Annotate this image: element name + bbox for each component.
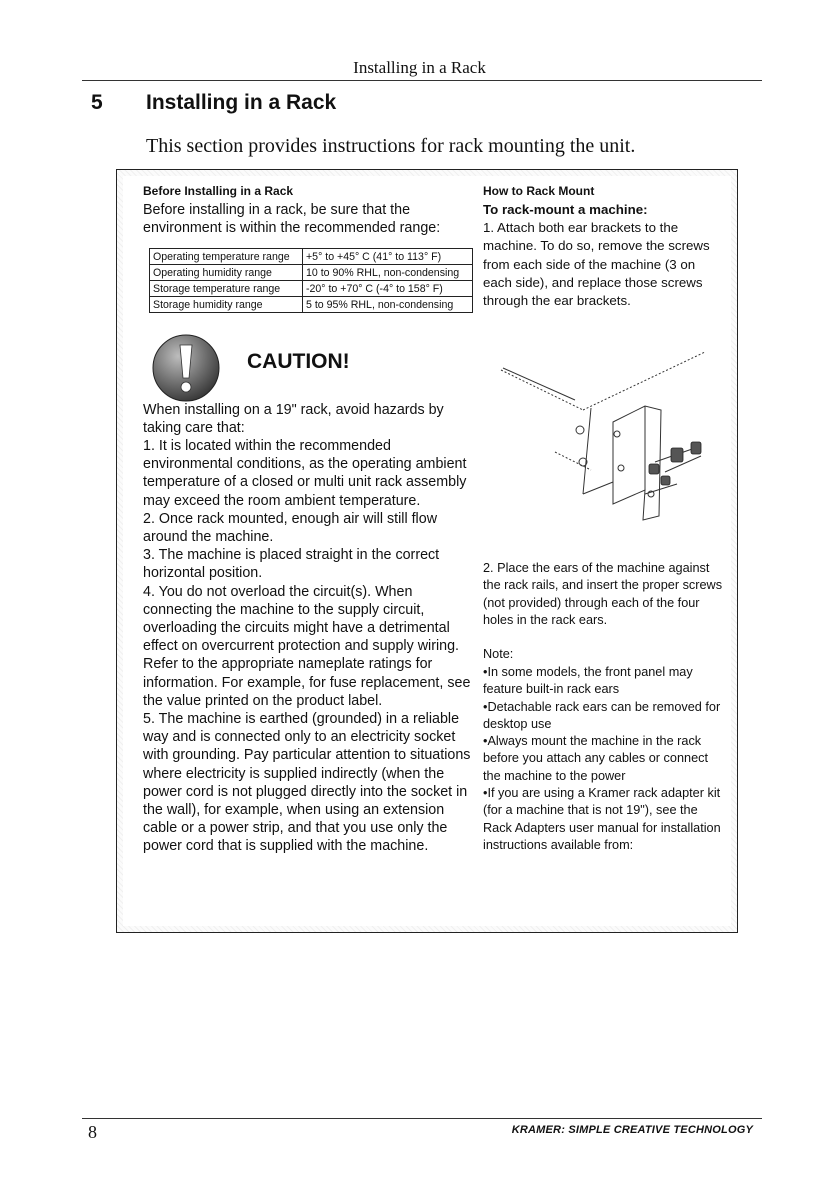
table-row xyxy=(150,281,473,297)
table-cell-label: Operating humidity range xyxy=(150,265,303,281)
before-installing-lead: Before installing in a rack, be sure that the environment is within the recommended range: xyxy=(143,202,441,237)
caution-item: 4. You do not overload the circuit(s). When connecting the machine to the supply circuit, overloading the circuits might have a detrimental effect on overcurrent protection and supply wiring. Refer to the appropriate nameplate ratings for information. For example, for fuse replacement, see the value printed on the product label. xyxy=(143,583,471,709)
table-cell-label: Storage humidity range xyxy=(150,297,303,313)
notes-list xyxy=(483,664,723,854)
caution-list xyxy=(143,437,473,856)
rack-mount-step-2: 2. Place the ears of the machine against the rack rails, and insert the proper screws (not provided) through each of the four holes in the rack ears. xyxy=(483,561,723,627)
section-number: 5 xyxy=(91,91,103,114)
table-cell-value: 5 to 95% RHL, non-condensing xyxy=(303,297,473,313)
caution-item: 2. Once rack mounted, enough air will still flow around the machine. xyxy=(143,510,438,546)
caution-intro: When installing on a 19" rack, avoid hazards by taking care that: xyxy=(143,402,444,437)
table-cell-label: Operating temperature range xyxy=(150,249,303,265)
table-row xyxy=(150,249,473,265)
list-item: • Always mount the machine in the rack before you attach any cables or connect the machine to the power xyxy=(483,733,723,785)
footer-brand: KRAMER: SIMPLE CREATIVE TECHNOLOGY xyxy=(511,1124,753,1136)
table-cell-value: 10 to 90% RHL, non-condensing xyxy=(303,265,473,281)
running-header: Installing in a Rack xyxy=(353,58,486,77)
table-cell-value: +5° to +45° C (41° to 113° F) xyxy=(303,249,473,265)
rack-mount-step-1: 1. Attach both ear brackets to the machine. To do so, remove the screws from each side of the machine (3 on each side), and replace those screws through the ear brackets. xyxy=(483,220,710,309)
table-cell-label: Storage temperature range xyxy=(150,281,303,297)
table-row xyxy=(150,265,473,281)
header-rule xyxy=(82,80,762,81)
caution-item: 3. The machine is placed straight in the correct horizontal position. xyxy=(143,547,440,582)
list-item: • If you are using a Kramer rack adapter kit (for a machine that is not 19"), see the Rack Adapters user manual for installation instructions available from: xyxy=(483,785,723,854)
environment-table xyxy=(149,248,473,313)
section-title: Installing in a Rack xyxy=(146,91,337,114)
table-row xyxy=(150,297,473,313)
page-number: 8 xyxy=(88,1122,97,1142)
how-to-rack-mount-heading: How to Rack Mount xyxy=(483,184,595,198)
rack-info-panel xyxy=(123,176,731,926)
table-cell-value: -20° to +70° C (-4° to 158° F) xyxy=(303,281,473,297)
section-intro: This section provides instructions for rack mounting the unit. xyxy=(146,135,636,157)
rack-ear-bracket-illustration xyxy=(495,344,721,549)
footer-rule xyxy=(82,1118,762,1119)
before-installing-heading: Before Installing in a Rack xyxy=(143,184,294,198)
rack-mount-subheading: To rack-mount a machine: xyxy=(483,202,648,217)
caution-exclamation-icon xyxy=(151,333,221,403)
rack-info-box xyxy=(116,169,738,933)
caution-item: 5. The machine is earthed (grounded) in a reliable way and is connected only to an electricity socket with grounding. Pay particular attention to situations where electricity is supplied indirectly (when the power cord is not plugged directly into the socket in the wall), for example, when using an extension cable or a power strip, and that you use only the power cord that is supplied with the machine. xyxy=(143,711,471,855)
caution-item: 1. It is located within the recommended environmental conditions, as the operating ambient temperature of a closed or multi unit rack assembly may exceed the room ambient temperature. xyxy=(143,438,467,509)
note-label: Note: xyxy=(483,647,514,661)
caution-label: CAUTION! xyxy=(247,350,350,373)
list-item: • Detachable rack ears can be removed for desktop use xyxy=(483,699,723,734)
list-item: • In some models, the front panel may feature built-in rack ears xyxy=(483,664,723,699)
